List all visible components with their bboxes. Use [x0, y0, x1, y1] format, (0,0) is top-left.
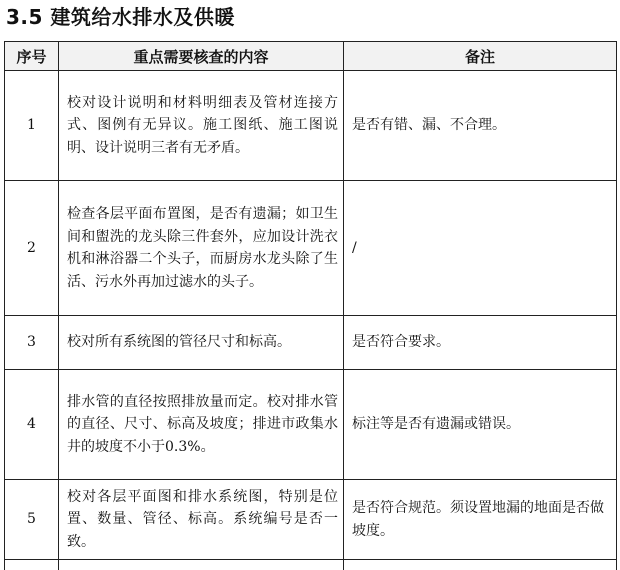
row-index: 3: [5, 316, 59, 370]
table-row: [5, 480, 617, 560]
table-row: [5, 181, 617, 316]
table-row: [5, 316, 617, 370]
review-table: [4, 41, 617, 570]
row-remark: 是否有错、漏、不合理。: [344, 71, 617, 181]
table-row-cut-off: [5, 560, 617, 570]
header-content: 重点需要核查的内容: [59, 42, 344, 71]
header-remark: 备注: [344, 42, 617, 71]
row-index: 1: [5, 71, 59, 181]
row-index: 2: [5, 181, 59, 316]
table-header-row: [5, 42, 617, 71]
table-row: [5, 71, 617, 181]
row-content: 校对所有系统图的管径尺寸和标高。: [59, 316, 344, 370]
row-remark: /: [344, 181, 617, 316]
row-remark: 是否符合要求。: [344, 316, 617, 370]
table-row: [5, 370, 617, 480]
row-index: 5: [5, 480, 59, 560]
header-index: 序号: [5, 42, 59, 71]
section-title: 3.5 建筑给水排水及供暖: [6, 4, 235, 30]
row-content: 校对设计说明和材料明细表及管材连接方式、图例有无异议。施工图纸、施工图说明、设计说明三者有无矛盾。: [59, 71, 344, 181]
row-content: 排水管的直径按照排放量而定。校对排水管的直径、尺寸、标高及坡度；排进市政集水井的坡度不小于0.3%。: [59, 370, 344, 480]
row-content: 检查各层平面布置图，是否有遗漏；如卫生间和盥洗的龙头除三件套外，应加设计洗衣机和淋浴器二个头子，而厨房水龙头除了生活、污水外再加过滤水的头子。: [59, 181, 344, 316]
row-remark: 标注等是否有遗漏或错误。: [344, 370, 617, 480]
row-content: 校对各层平面图和排水系统图，特别是位置、数量、管径、标高。系统编号是否一致。: [59, 480, 344, 560]
row-index: 4: [5, 370, 59, 480]
row-remark: 是否符合规范。须设置地漏的地面是否做坡度。: [344, 480, 617, 560]
